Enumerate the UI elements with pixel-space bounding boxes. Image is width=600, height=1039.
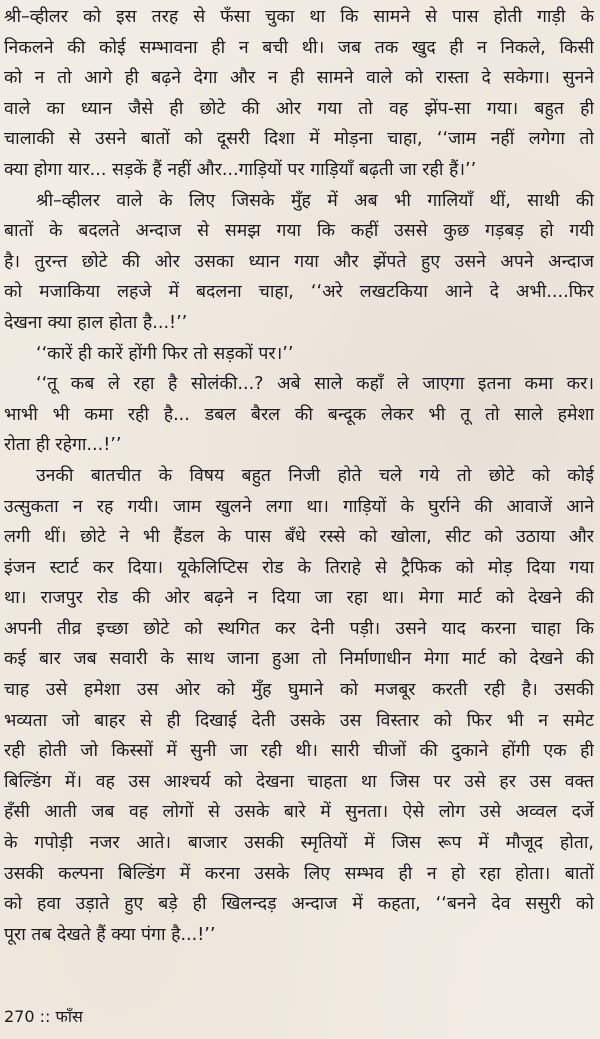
text-line: श्री–व्हीलर को इस तरह से फँसा चुका था कि सामने से पास होती गाड़ी के	[4, 7, 594, 27]
text-line: कई बार जब सवारी के साथ जाना हुआ तो निर्माणाधीन मेगा मार्ट को देखने की	[4, 649, 594, 670]
text-line: इंजन स्टार्ट कर दिया। यूकेलिप्टिस रोड के तिराहे से ट्रैफिक को मोड़ दिया गया	[4, 557, 594, 578]
text-line: क्या होगा यार... सड़कें हैं नहीं और...गाड़ियों पर गाड़ियाँ बढ़ती जा रही हैं।’’	[4, 159, 477, 180]
text-line: निकलने की कोई सम्भावना ही न बची थी। जब तक खुद ही न निकले, किसी	[4, 37, 594, 58]
text-line: लगी थीं। छोटे ने भी हैंडल के पास बँधे रस्से को खोला, सीट को उठाया और	[4, 527, 594, 548]
text-line: अपनी तीव्र इच्छा छोटे को स्थगित कर देनी पड़ी। उसने याद करना चाहा कि	[4, 618, 594, 639]
text-line: चाह उसे हमेशा उस ओर को मुँह घुमाने को मजबूर करती रही है। उसकी	[4, 680, 594, 701]
text-line: को मजाकिया लहजे में बदलना चाहा, ‘‘अरे लखटकिया आने दे अभी....फिर	[4, 282, 594, 303]
text-line: है। तुरन्त छोटे की ओर उसका ध्यान गया और झेंपते हुए उसने अपने अन्दाज	[4, 251, 594, 272]
text-line: था। राजपुर रोड की ओर बढ़ने न दिया जा रहा था। मेगा मार्ट को देखने की	[4, 588, 594, 609]
text-line: भाभी भी कमा रही है... डबल बैरल की बन्दूक लेकर भी तू तो साले हमेशा	[4, 404, 594, 425]
text-line: श्री–व्हीलर वाले के लिए जिसके मुँह में अब भी गालियाँ थीं, साथी की	[36, 190, 594, 211]
text-line: उसकी कल्पना बिल्डिंग में करना उसके लिए सम्भव ही न हो रहा होता। बातों	[4, 863, 594, 884]
body-text	[4, 2, 594, 950]
text-line: ‘‘कारें ही कारें होंगी फिर तो सड़कों पर।’’	[36, 343, 294, 364]
text-line: हँसी आती जब वह लोगों से उसके बारे में सुनता। ऐसे लोग उसे अव्वल दर्जे	[4, 802, 594, 823]
text-line: चालाकी से उसने बातों को दूसरी दिशा में मोड़ना चाहा, ‘‘जाम नहीं लगेगा तो	[4, 129, 594, 150]
text-line: उनकी बातचीत के विषय बहुत निजी होते चले गये तो छोटे को कोई	[36, 465, 594, 486]
text-line: देखना क्या हाल होता है...!’’	[4, 312, 188, 333]
text-line: को हवा उड़ाते हुए बड़े ही खिलन्दड़ अन्दाज में कहता, ‘‘बनने देव ससुरी को	[4, 894, 594, 915]
text-line: भव्यता जो बाहर से ही दिखाई देती उसके उस विस्तार को फिर भी न समेट	[4, 710, 594, 731]
text-line: को न तो आगे ही बढ़ने देगा और न ही सामने वाले को रास्ता दे सकेगा। सुनने	[4, 68, 594, 89]
page-number-footer: 270 :: फाँस	[4, 1007, 83, 1026]
text-line: पूरा तब देखते हैं क्या पंगा है...!’’	[4, 924, 216, 945]
text-line: रोता ही रहेगा...!’’	[4, 435, 122, 456]
text-line: उत्सुकता न रह गयी। जाम खुलने लगा था। गाड़ियों के घुर्राने की आवाजें आने	[4, 496, 594, 517]
text-line: रही होती जो किस्सों में सुनी जा रही थी। सारी चीजों की दुकाने होंगी एक ही	[4, 741, 594, 762]
text-line: बातों के बदलते अन्दाज से समझ गया कि कहीं उससे कुछ गड़बड़ हो गयी	[4, 221, 594, 242]
text-line: ‘‘तू कब ले रहा है सोलंकी...? अबे साले कहाँ ले जाएगा इतना कमा कर।	[36, 374, 594, 395]
text-line: बिल्डिंग में। वह उस आश्चर्य को देखना चाहता था जिस पर उसे हर उस वक्त	[4, 771, 594, 792]
text-line: वाले का ध्यान जैसे ही छोटे की ओर गया तो वह झेंप-सा गया। बहुत ही	[4, 98, 594, 119]
text-line: के गपोड़ी नजर आते। बाजार उसकी स्मृतियों में जिस रूप में मौजूद होता,	[4, 833, 594, 854]
